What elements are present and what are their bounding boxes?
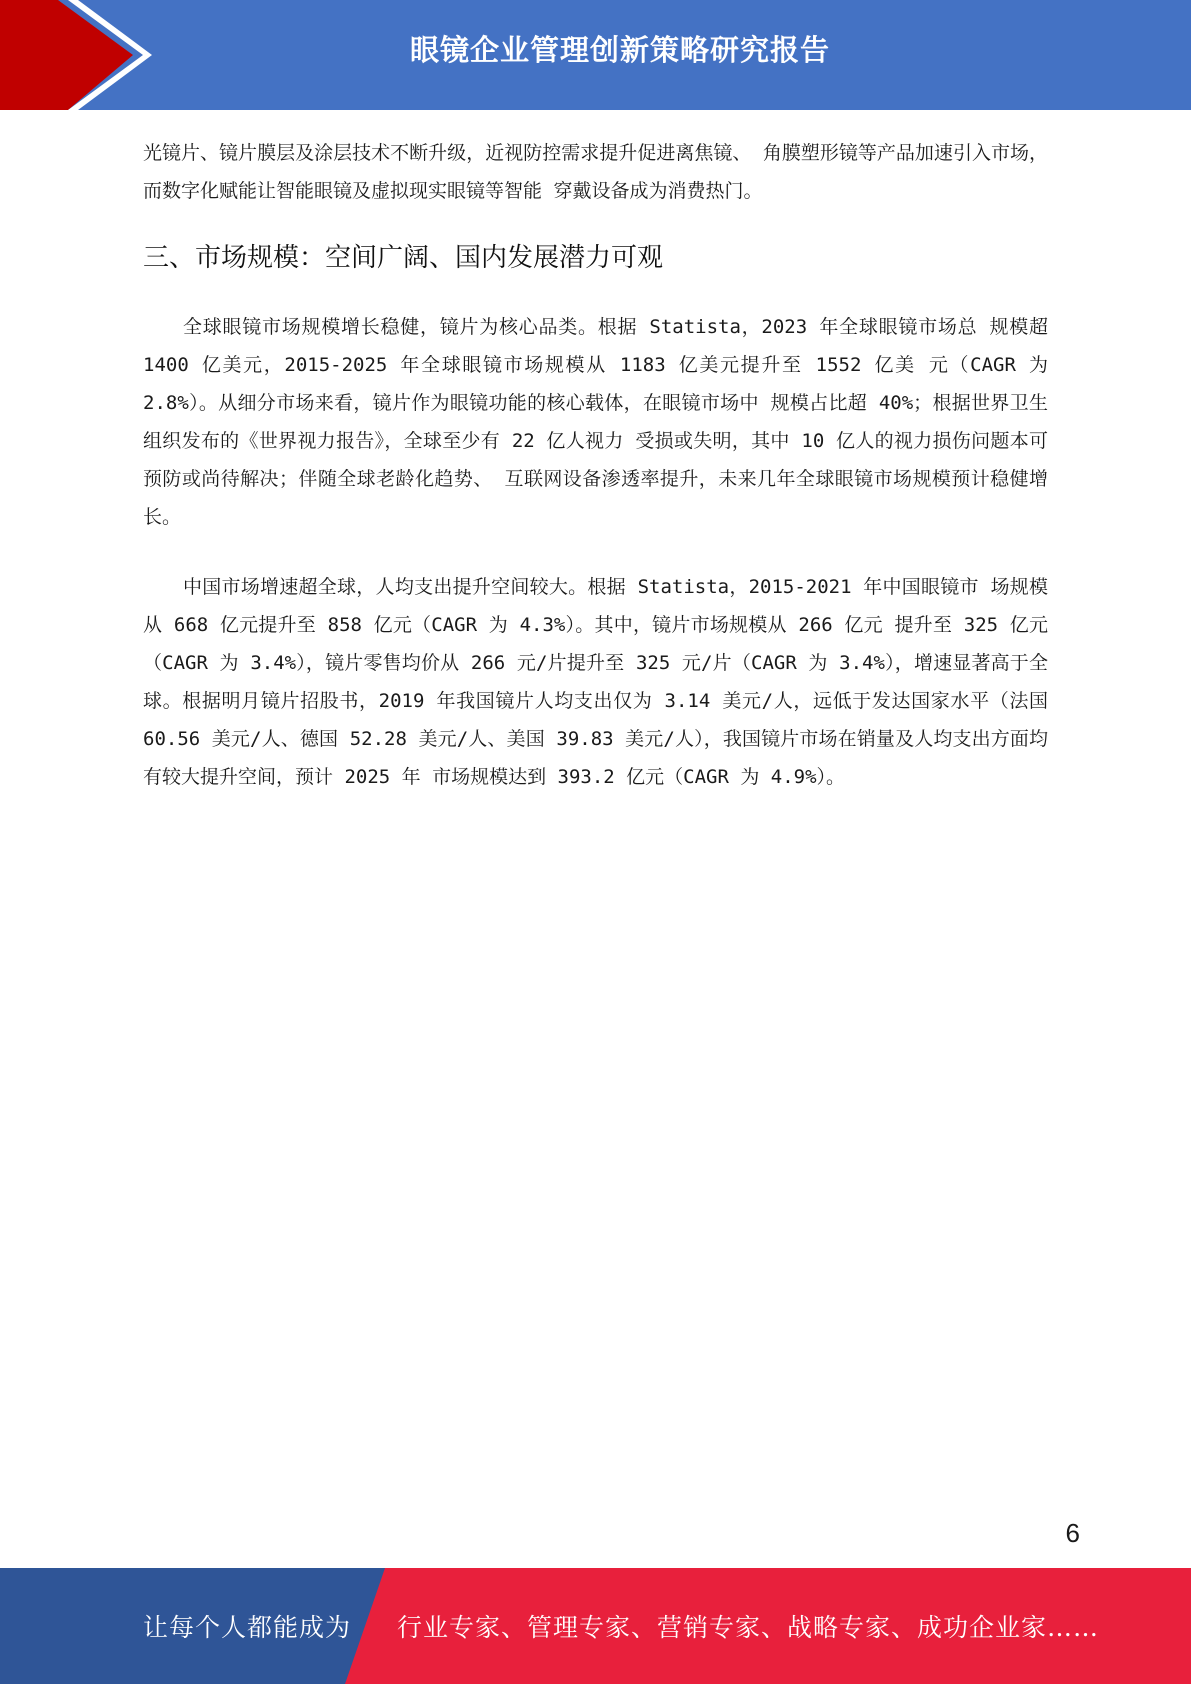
report-title: 眼镜企业管理创新策略研究报告 [409,33,830,67]
document-body [143,134,1048,796]
paragraph-spacer [143,536,1048,568]
paragraph-china-market: 中国市场增速超全球，人均支出提升空间较大。根据 Statista，2015-2021 年中国眼镜市 场规模从 668 亿元提升至 858 亿元（CAGR 为 4.3%）。其中，镜片市场规模从 266 亿元 提升至 325 亿元（CAGR 为 3.4%），镜片零售均价从 266 元/片提升至 325 元/片（CAGR 为 3.4%），增速显著高于全球。根据明月镜片招股书，2019 年我国镜片人均支出仅为 3.14 美元/人，远低于发达国家水平（法国 60.56 美元/人、德国 52.28 美元/人、美国 39.83 美元/人），我国镜片市场在销量及人均支出方面均有较大提升空间，预计 2025 年 市场规模达到 393.2 亿元（CAGR 为 4.9%）。 [143,576,1048,788]
section-heading: 三、市场规模：空间广阔、国内发展潜力可观 [143,243,664,273]
paragraph-global-market: 全球眼镜市场规模增长稳健，镜片为核心品类。根据 Statista，2023 年全球眼镜市场总 规模超 1400 亿美元，2015-2025 年全球眼镜市场规模从 1183 亿美元提升至 1552 亿美 元（CAGR 为 2.8%）。从细分市场来看，镜片作为眼镜功能的核心载体，在眼镜市场中 规模占比超 40%；根据世界卫生组织发布的《世界视力报告》，全球至少有 22 亿人视力 受损或失明，其中 10 亿人的视力损伤问题本可预防或尚待解决；伴随全球老龄化趋势、 互联网设备渗透率提升，未来几年全球眼镜市场规模预计稳健增长。 [143,316,1048,528]
page-footer [0,1568,1191,1684]
intro-paragraph: 光镜片、镜片膜层及涂层技术不断升级，近视防控需求提升促进离焦镜、 角膜塑形镜等产品加速引入市场，而数字化赋能让智能眼镜及虚拟现实眼镜等智能 穿戴设备成为消费热门。 [143,142,1048,202]
header-red-block [0,0,133,110]
header-chevron-shape [0,0,160,110]
page-header [0,0,1191,110]
page-number: 6 [1065,1518,1080,1548]
footer-slogan-left: 让每个人都能成为 [143,1613,352,1642]
footer-slogan-right: 行业专家、管理专家、营销专家、战略专家、成功企业家…… [397,1613,1100,1642]
